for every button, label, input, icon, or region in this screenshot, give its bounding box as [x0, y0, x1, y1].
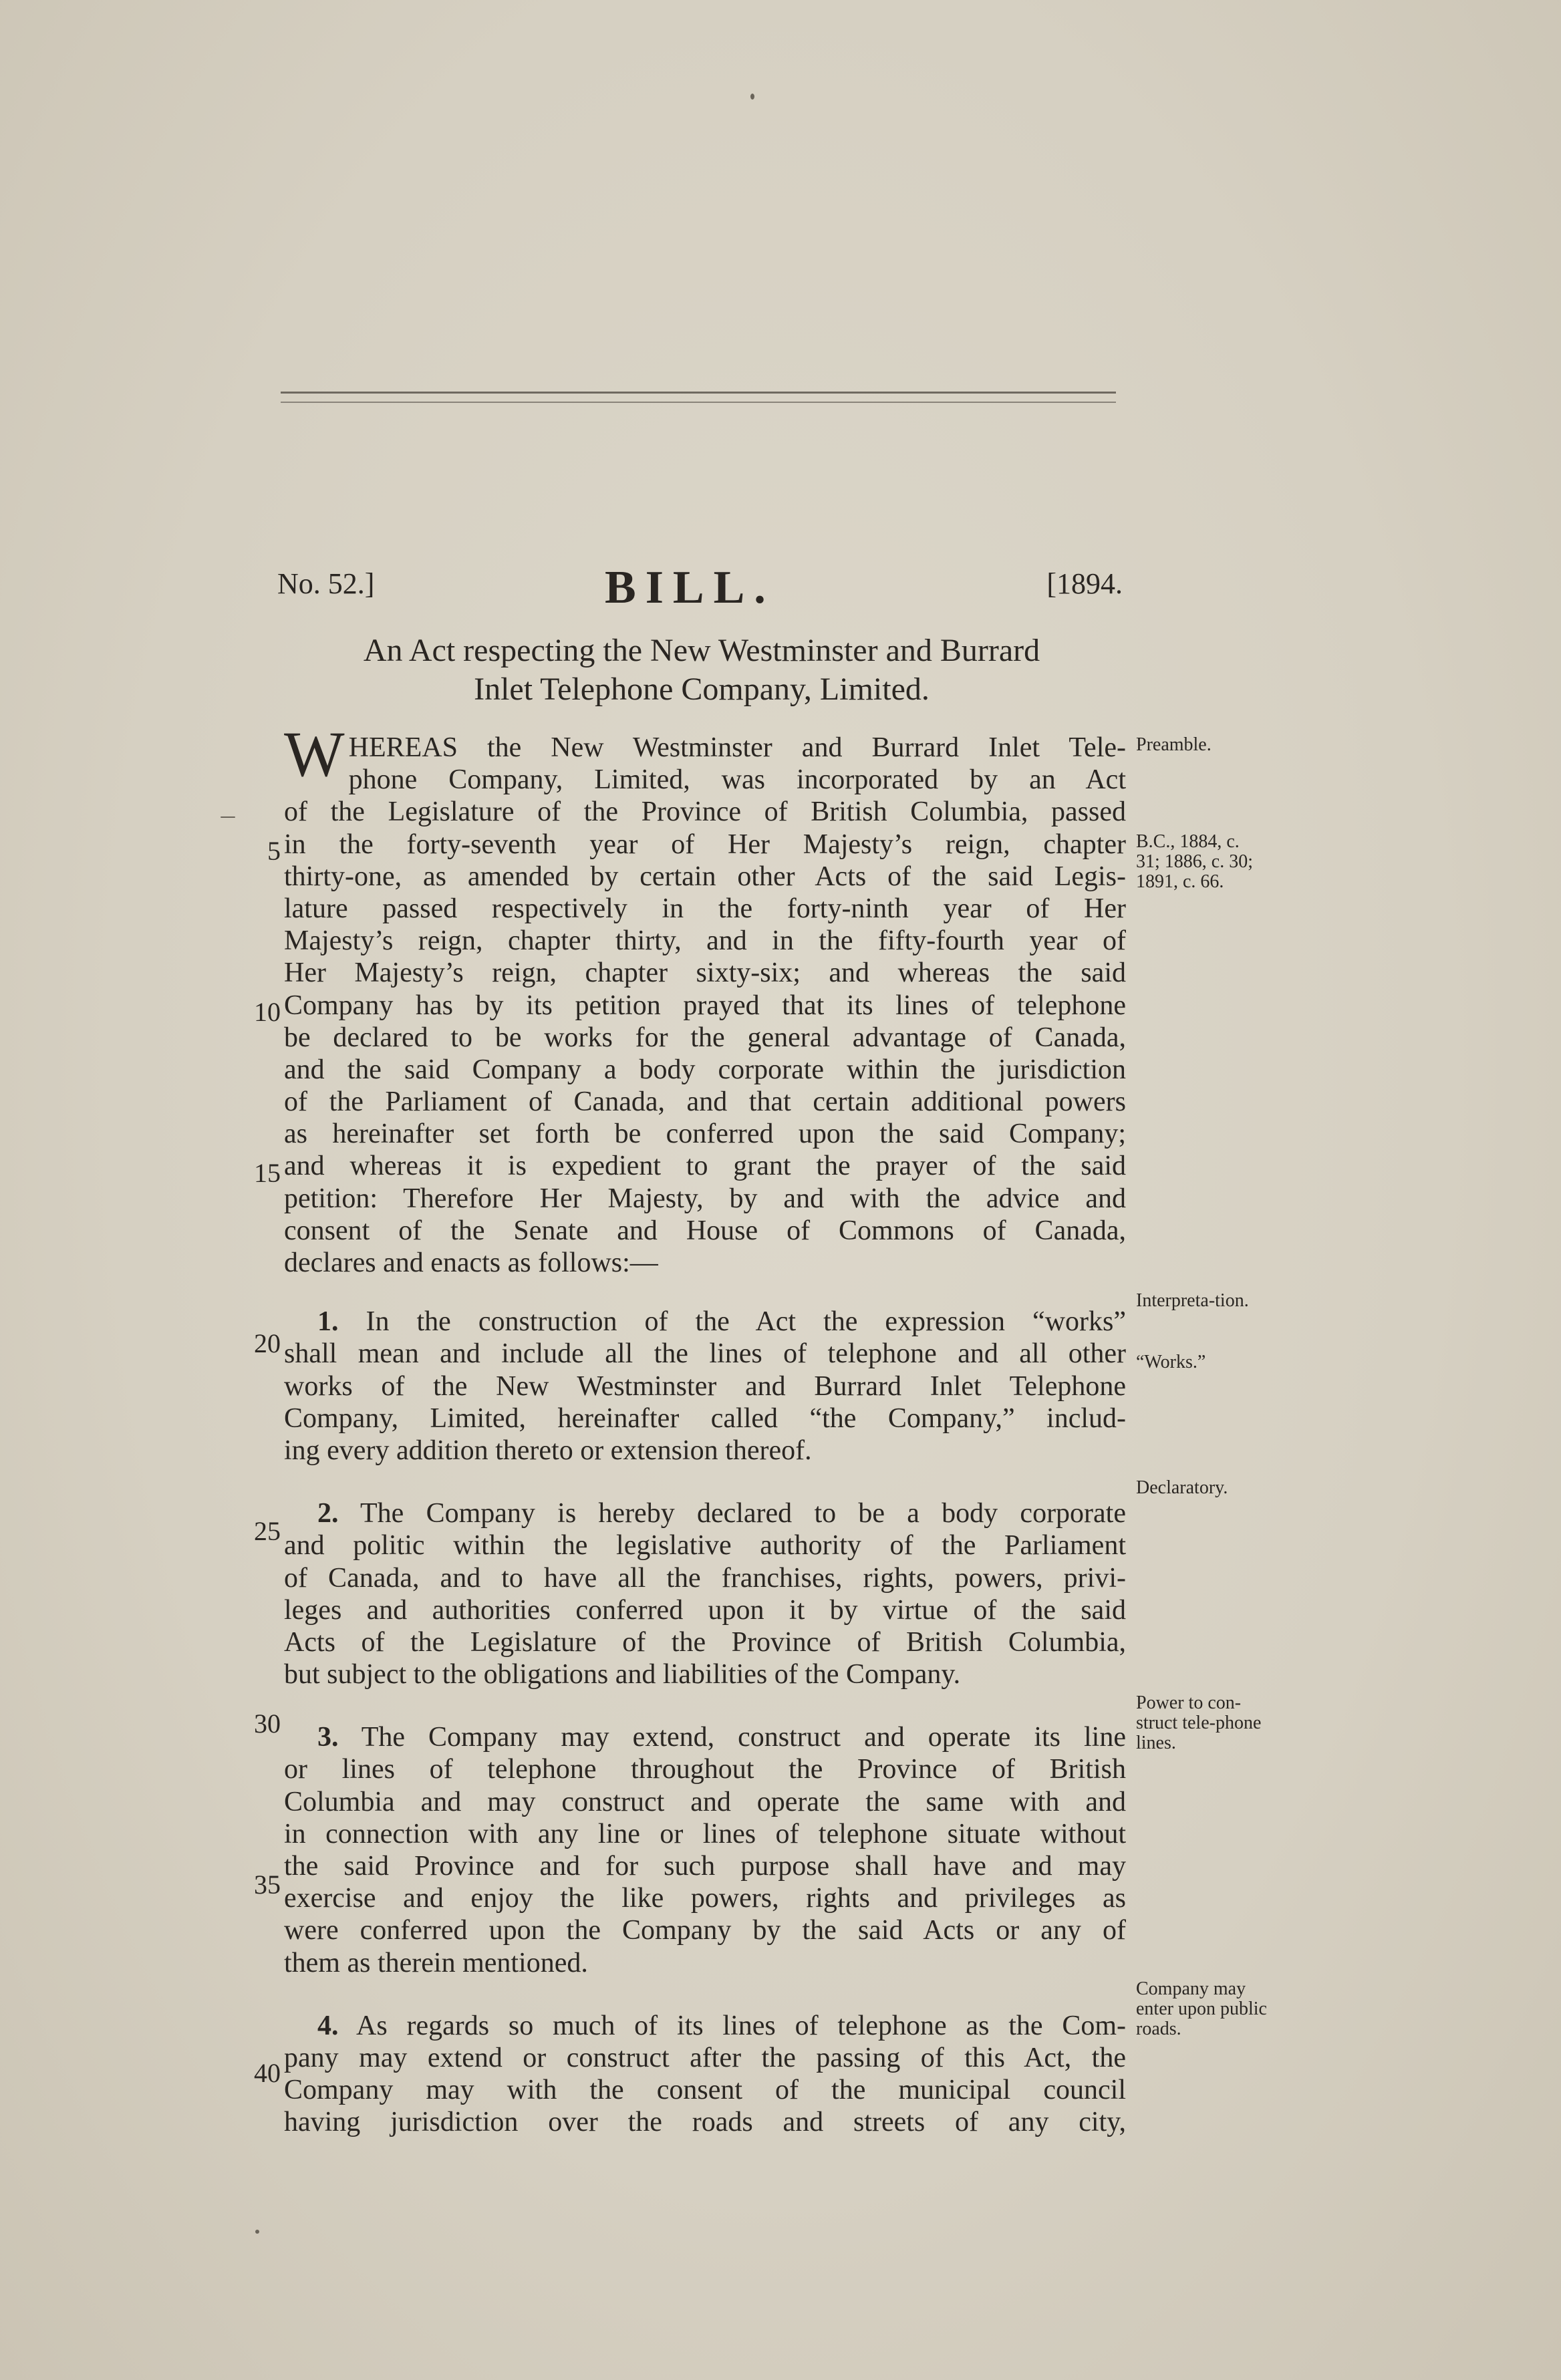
bill-header	[277, 561, 1123, 615]
bill-number: No. 52.]	[277, 567, 375, 600]
bill-title: BILL.	[605, 562, 775, 613]
text-line: but subject to the obligations and liabilities of the Company.	[284, 1659, 961, 1690]
drop-cap: W	[284, 718, 345, 790]
text-line: Columbia and may construct and operate the same with and	[284, 1786, 1126, 1817]
margin-note-works: “Works.”	[1136, 1352, 1206, 1372]
text-line: of Canada, and to have all the franchises, rights, powers, privi-	[284, 1562, 1126, 1594]
section-3	[284, 1721, 1126, 1979]
text-line: as hereinafter set forth be conferred upon the said Company;	[284, 1119, 1126, 1150]
paper-speck	[221, 816, 235, 818]
margin-note-roads: Company may enter upon public roads.	[1136, 1978, 1267, 2039]
line-number: 20	[254, 1328, 281, 1358]
text-line: petition: Therefore Her Majesty, by and with the advice and	[284, 1183, 1126, 1214]
text-line: of the Parliament of Canada, and that certain additional powers	[284, 1086, 1126, 1118]
text-line: in the forty-seventh year of Her Majesty’s reign, chapter	[284, 829, 1126, 860]
text-line: 1. In the construction of the Act the expression “works”	[317, 1306, 1126, 1338]
text-line: Majesty’s reign, chapter thirty, and in the fifty-fourth year of	[284, 925, 1126, 957]
text-line: or lines of telephone throughout the Province of British	[284, 1754, 1126, 1785]
text-line: were conferred upon the Company by the said Acts or any of	[284, 1915, 1126, 1946]
section-4	[284, 2010, 1126, 2139]
section-2	[284, 1497, 1126, 1690]
margin-note-interpretation: Interpreta-tion.	[1136, 1290, 1249, 1311]
section-number: 2.	[317, 1498, 339, 1529]
text-line: Her Majesty’s reign, chapter sixty-six; and whereas the said	[284, 957, 1126, 989]
text-line: having jurisdiction over the roads and streets of any city,	[284, 2107, 1126, 2138]
text-line: phone Company, Limited, was incorporated by an Act	[348, 764, 1126, 796]
header-rule	[281, 392, 1116, 403]
text-line: and the said Company a body corporate within the jurisdiction	[284, 1054, 1126, 1085]
section-number: 3.	[317, 1722, 339, 1753]
margin-note-power: Power to con-struct tele-phone lines.	[1136, 1692, 1262, 1753]
act-title	[277, 631, 1126, 709]
text-line: 2. The Company is hereby declared to be a body corporate	[317, 1498, 1126, 1529]
text-line: Company may with the consent of the municipal council	[284, 2075, 1126, 2106]
text-line: consent of the Senate and House of Commons of Canada,	[284, 1215, 1126, 1246]
line-number: 25	[254, 1516, 281, 1546]
line-number: 15	[254, 1158, 281, 1188]
text-line: lature passed respectively in the forty-ninth year of Her	[284, 893, 1126, 924]
text-line: ing every addition thereto or extension thereof.	[284, 1435, 812, 1466]
paper-speck	[750, 94, 754, 100]
text-line: them as therein mentioned.	[284, 1947, 588, 1978]
section-number: 1.	[317, 1306, 339, 1338]
act-title-line: An Act respecting the New Westminster and Burrard	[363, 633, 1040, 668]
text-line: Company has by its petition prayed that its lines of telephone	[284, 990, 1126, 1021]
line-number: 10	[254, 997, 281, 1027]
text-line: Company, Limited, hereinafter called “the Company,” includ-	[284, 1402, 1126, 1434]
bill-body	[284, 718, 1127, 2139]
text-line: 3. The Company may extend, construct and operate its line	[317, 1722, 1126, 1753]
paper-speck	[255, 2230, 259, 2234]
line-number: 30	[254, 1708, 281, 1739]
line-number: 5	[267, 836, 281, 866]
text-line: in connection with any line or lines of telephone situate without	[284, 1818, 1126, 1849]
text-line: of the Legislature of the Province of British Columbia, passed	[284, 796, 1126, 828]
margin-note-bc-reference: B.C., 1884, c. 31; 1886, c. 30; 1891, c. 66.	[1136, 831, 1253, 892]
text-line: and whereas it is expedient to grant the prayer of the said	[284, 1151, 1126, 1182]
margin-note-preamble: Preamble.	[1136, 734, 1212, 755]
text-line: exercise and enjoy the like powers, rights and privileges as	[284, 1883, 1126, 1914]
text-line: declares and enacts as follows:—	[284, 1247, 658, 1278]
section-1	[284, 1306, 1126, 1467]
text-line: be declared to be works for the general advantage of Canada,	[284, 1022, 1126, 1053]
text-line: works of the New Westminster and Burrard Inlet Telephone	[284, 1370, 1126, 1402]
margin-note-declaratory: Declaratory.	[1136, 1477, 1228, 1498]
text-line: pany may extend or construct after the passing of this Act, the	[284, 2042, 1126, 2073]
text-line: Acts of the Legislature of the Province of British Columbia,	[284, 1626, 1126, 1658]
preamble	[284, 718, 1126, 1279]
bill-year: [1894.	[1046, 567, 1123, 600]
section-number: 4.	[317, 2010, 339, 2041]
text-line: and politic within the legislative authority of the Parliament	[284, 1530, 1126, 1561]
line-number: 35	[254, 1870, 281, 1900]
text-line: leges and authorities conferred upon it by virtue of the said	[284, 1594, 1126, 1626]
text-line: shall mean and include all the lines of telephone and all other	[284, 1338, 1126, 1370]
act-title-line: Inlet Telephone Company, Limited.	[474, 672, 930, 707]
text-line: thirty-one, as amended by certain other Acts of the said Legis-	[284, 861, 1126, 892]
text-line: WHEREAS the New Westminster and Burrard Inlet Tele-	[284, 718, 1126, 790]
line-number: 40	[254, 2058, 281, 2088]
text-line: 4. As regards so much of its lines of telephone as the Com-	[317, 2010, 1127, 2041]
text-line: the said Province and for such purpose shall have and may	[284, 1851, 1126, 1882]
